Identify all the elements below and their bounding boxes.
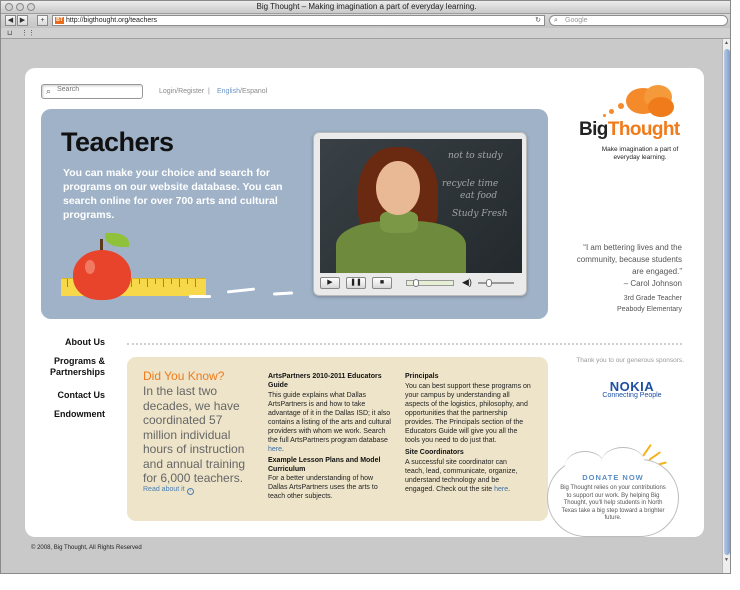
hero-banner (41, 109, 548, 319)
nokia-tagline: Connecting People (602, 392, 662, 399)
scroll-thumb[interactable] (724, 49, 730, 555)
progress-knob[interactable] (413, 279, 419, 287)
login-register-link[interactable]: Login/Register (159, 88, 205, 95)
logo-dot (609, 109, 614, 114)
site-favicon: BT (56, 17, 63, 23)
search-input[interactable] (57, 86, 141, 93)
hero-description: You can make your choice and search for programs on our website database. You can search online for over 700 arts and cultural programs. (63, 167, 283, 221)
logo-wordmark (579, 119, 680, 141)
forward-arrow-icon: ▶ (19, 17, 26, 24)
sponsors-thanks: Thank you to our generous sponsors. (576, 357, 684, 364)
site-coordinators-here-link[interactable]: here (494, 486, 509, 493)
logo-tagline: Make imagination a part of everyday learning. (601, 146, 679, 161)
forward-button[interactable] (17, 15, 28, 26)
logo-word-big: Big (579, 119, 608, 140)
donate-now-button[interactable] (543, 453, 683, 545)
chalk-illustration (273, 291, 293, 295)
chalkboard-text: Study Fresh (452, 209, 508, 219)
stop-icon: ■ (379, 279, 385, 286)
read-about-link[interactable] (143, 486, 194, 495)
scroll-up-icon[interactable]: ▲ (724, 40, 729, 46)
nokia-wordmark: NOKIA (609, 379, 655, 394)
lesson-plans-body: For a better understanding of how Dallas ArtsPartners uses the arts to teach other subjects. (268, 475, 378, 500)
apple-illustration (73, 250, 131, 300)
stop-button[interactable] (372, 277, 392, 289)
donate-title: DONATE NOW (582, 473, 644, 482)
apple-leaf (105, 233, 129, 247)
testimonial-role: 3rd Grade Teacher (623, 295, 682, 302)
read-about-label: Read about it (143, 486, 185, 493)
search-icon: ⌕ (46, 86, 52, 96)
site-coordinators-text: A successful site coordinator can teach, lead, communicate, organize, understand technology and be engaged. Check out the site (405, 459, 518, 493)
testimonial-quote: “I am bettering lives and the community, because students are engaged.” (576, 243, 682, 276)
video-player[interactable] (313, 132, 527, 296)
artspartners-text: This guide explains what Dallas ArtsPartners is and how to take advantage of it in the Dallas ISD; it also contains a listing of the arts and cultural providers with whom we work. Search the full ArtsPartners program database (268, 392, 391, 444)
nav-contact-us[interactable]: Contact Us (57, 390, 105, 400)
link-separator: | (208, 88, 210, 95)
donate-description: Big Thought relies on your contributions to support our work. By helping Big Thought, you'll help students in North Texas take a big step toward a brighter future. (560, 485, 666, 521)
volume-knob[interactable] (486, 279, 492, 287)
add-bookmark-button[interactable] (37, 15, 48, 26)
pause-icon: ❚❚ (350, 279, 362, 286)
logo-word-thought: Thought (607, 119, 680, 140)
pause-button[interactable] (346, 277, 366, 289)
volume-slider[interactable] (478, 282, 514, 284)
window-title: Big Thought – Making imagination a part of everyday learning. (256, 2, 477, 11)
artspartners-title: ArtsPartners 2010-2011 Educators Guide (268, 373, 382, 389)
magnifier-icon: ⌕ (554, 17, 558, 24)
dotted-divider (127, 343, 682, 345)
play-icon: ▶ (327, 279, 333, 286)
did-you-know-body: In the last two decades, we have coordinated 57 million individual hours of instruction and annual training for 6,000 teachers. (143, 384, 246, 485)
logo-cloud (648, 97, 674, 117)
site-coordinators-title: Site Coordinators (405, 449, 464, 456)
vertical-scrollbar[interactable] (722, 39, 731, 574)
did-you-know-title: Did You Know? (143, 369, 225, 383)
copyright-notice: © 2008, Big Thought, All Rights Reserved (31, 545, 142, 551)
nokia-sponsor-logo[interactable] (592, 379, 672, 415)
back-arrow-icon: ◀ (7, 17, 14, 24)
nav-about-us[interactable]: About Us (65, 337, 105, 347)
bigthought-logo[interactable] (578, 85, 688, 165)
testimonial-school: Peabody Elementary (617, 306, 682, 313)
testimonial-author: – Carol Johnson (623, 279, 682, 288)
teacher-face (376, 161, 420, 215)
plus-icon: + (40, 17, 45, 24)
grid-icon[interactable]: ⋮⋮ (21, 30, 35, 37)
espanol-link[interactable]: /Espanol (240, 88, 268, 95)
lesson-plans-title: Example Lesson Plans and Model Curriculum (268, 457, 381, 473)
chalk-illustration (189, 295, 211, 298)
principals-title: Principals (405, 373, 439, 380)
site-page (25, 68, 704, 537)
volume-icon[interactable]: ◀) (462, 277, 472, 287)
player-controls (320, 277, 522, 290)
nav-programs-partnerships[interactable]: Programs & Partnerships (49, 356, 105, 377)
address-bar[interactable] (52, 15, 545, 26)
site-coordinators-body: A successful site coordinator can teach, lead, communicate, organize, understand technology and be engaged. Check out the site here. (405, 459, 518, 493)
logo-dot (603, 114, 606, 117)
chalkboard-text: not to study (448, 151, 503, 161)
page-title: Teachers (61, 127, 174, 157)
principals-body: You can best support these programs on your campus by understanding all aspects of the logistics, philosophy, and opportunities that the partnership provides. The Principals section of the Educators Guide will give you all the tools you need to do just that. (405, 383, 531, 444)
book-icon[interactable]: ⊔ (7, 30, 13, 37)
site-search-box[interactable] (41, 84, 143, 99)
browser-toolbar (1, 14, 731, 28)
title-bar (1, 1, 731, 14)
info-panel (127, 357, 548, 521)
chalk-illustration (227, 288, 255, 294)
play-button[interactable] (320, 277, 340, 289)
chalkboard-text: recycle time (442, 179, 499, 189)
chalkboard-text: eat food (460, 191, 498, 201)
sun-ray-icon (642, 444, 652, 457)
scroll-down-icon[interactable]: ▼ (724, 557, 729, 563)
nav-endowment[interactable]: Endowment (54, 409, 105, 419)
sun-ray-icon (648, 451, 661, 461)
artspartners-here-link[interactable]: here (268, 446, 283, 453)
browser-search-field[interactable] (549, 15, 728, 26)
video-frame[interactable] (320, 139, 522, 273)
back-button[interactable] (5, 15, 16, 26)
reload-icon[interactable]: ↻ (535, 17, 541, 24)
browser-search-placeholder: Google (565, 17, 588, 24)
bookmarks-bar (1, 28, 731, 39)
url-text: http://bigthought.org/teachers (66, 17, 158, 24)
arrow-circle-icon: › (187, 488, 194, 495)
logo-dot (618, 103, 624, 109)
artspartners-body: This guide explains what Dallas ArtsPartners is and how to take advantage of it in the Dallas ISD; it also contains a listing of the arts and cultural providers with whom we work. Search the full ArtsPartners program database here. (268, 392, 391, 453)
english-link[interactable]: English (217, 88, 240, 95)
